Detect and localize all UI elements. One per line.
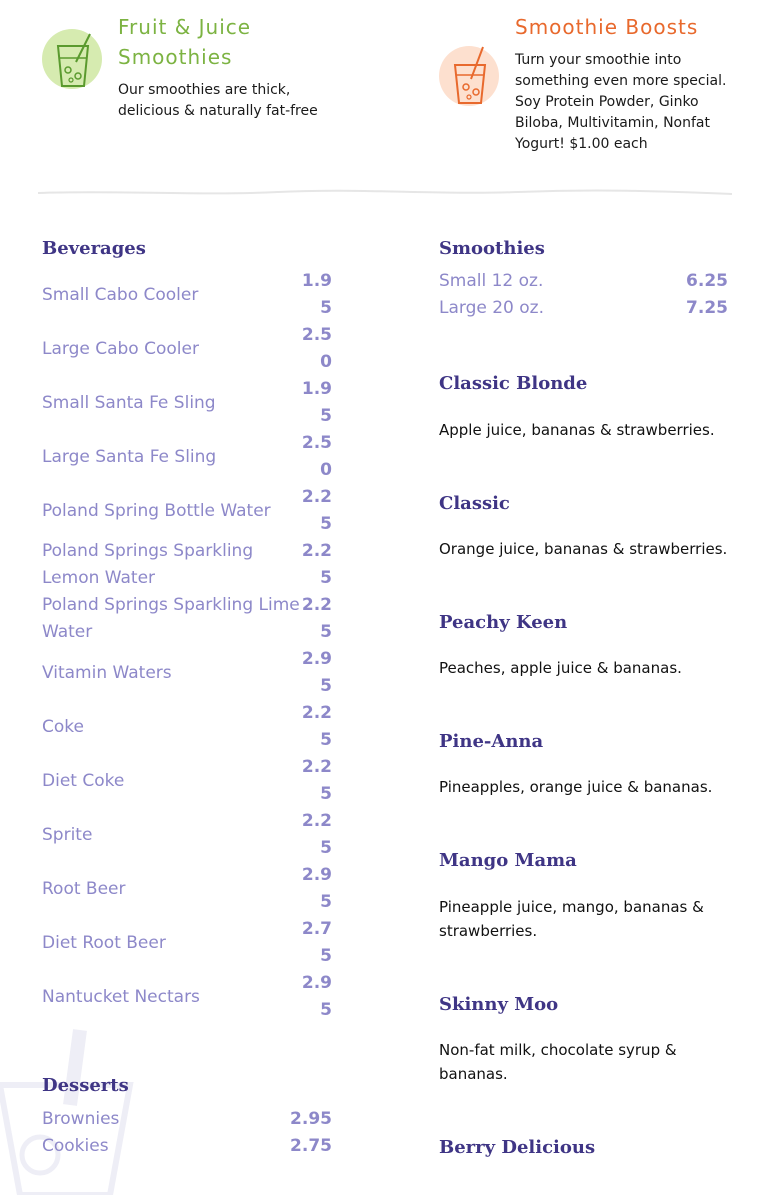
beverage-item-name: Sprite: [42, 825, 93, 845]
intro-right-text-line5: Yogurt! $1.00 each: [515, 136, 648, 152]
green-juice-glass-icon: [42, 28, 104, 90]
dessert-item-name: Cookies: [42, 1136, 109, 1156]
beverage-item-price: 2.50: [301, 433, 332, 480]
beverage-item-name: Large Cabo Cooler: [42, 339, 199, 359]
flavor-name: Classic: [439, 493, 510, 514]
flavor-name: Mango Mama: [439, 850, 577, 871]
beverage-item-name: Vitamin Waters: [42, 663, 172, 683]
dessert-item-price: 2.75: [290, 1136, 332, 1156]
intro-right-text-line1: Turn your smoothie into: [515, 52, 682, 68]
beverage-item-name: Diet Coke: [42, 771, 125, 791]
smoothie-size-price: 7.25: [686, 298, 728, 318]
beverage-item-price: 2.25: [301, 811, 332, 858]
beverage-item-name: Small Santa Fe Sling: [42, 393, 216, 413]
beverage-item-price: 2.25: [301, 703, 332, 750]
beverage-item-name: Poland Springs Sparkling Lime Water: [42, 595, 300, 642]
beverage-item-name: Small Cabo Cooler: [42, 285, 199, 305]
beverage-item-name: Root Beer: [42, 879, 126, 899]
wavy-divider: [38, 186, 732, 200]
beverage-item-price: 2.25: [301, 487, 332, 534]
intro-right-title: Smoothie Boosts: [515, 15, 699, 39]
intro-right-text-line2: something even more special.: [515, 73, 727, 89]
intro-left-title-line1: Fruit & Juice: [118, 15, 252, 39]
beverage-item-price: 2.25: [301, 757, 332, 804]
orange-juice-glass-icon: [439, 45, 501, 107]
beverage-item-price: 1.95: [301, 271, 332, 318]
flavor-name: Skinny Moo: [439, 994, 559, 1015]
beverage-item-price: 2.95: [301, 973, 332, 1020]
flavor-desc: Apple juice, bananas & strawberries.: [439, 421, 715, 439]
flavor-desc: Peaches, apple juice & bananas.: [439, 659, 682, 677]
intro-left-text: [118, 80, 348, 122]
beverage-item-name: Large Santa Fe Sling: [42, 447, 217, 467]
intro-left-title: [118, 12, 338, 72]
flavor-desc: Pineapples, orange juice & bananas.: [439, 778, 713, 796]
beverage-item-name: Nantucket Nectars: [42, 987, 200, 1007]
intro-right-text: [515, 50, 745, 155]
intro-left-text-line1: Our smoothies are thick,: [118, 82, 291, 98]
beverage-item-price: 2.25: [301, 541, 332, 588]
intro-left-text-line2: delicious & naturally fat-free: [118, 103, 318, 119]
intro-right-text-line4: Biloba, Multivitamin, Nonfat: [515, 115, 710, 131]
beverage-item-price: 2.95: [301, 649, 332, 696]
intro-right-text-line3: Soy Protein Powder, Ginko: [515, 94, 699, 110]
smoothie-size-price: 6.25: [686, 271, 728, 291]
flavor-name: Berry Delicious: [439, 1137, 596, 1158]
beverage-item-price: 2.50: [301, 325, 332, 372]
dessert-item-price: 2.95: [290, 1109, 332, 1129]
flavor-name: Peachy Keen: [439, 612, 568, 633]
flavor-name: Pine-Anna: [439, 731, 544, 752]
beverage-item-name: Poland Spring Bottle Water: [42, 501, 271, 521]
dessert-item-name: Brownies: [42, 1109, 120, 1129]
beverages-heading: Beverages: [42, 238, 146, 259]
beverage-item-price: 2.95: [301, 865, 332, 912]
flavor-desc: Orange juice, bananas & strawberries.: [439, 540, 728, 558]
flavor-desc: Pineapple juice, mango, bananas & strawberries.: [439, 898, 704, 940]
beverage-item-name: Poland Springs Sparkling Lemon Water: [42, 541, 254, 588]
flavor-desc: Non-fat milk, chocolate syrup & bananas.: [439, 1041, 677, 1083]
beverage-item-price: 2.75: [301, 919, 332, 966]
smoothie-size-name: Large 20 oz.: [439, 298, 544, 318]
beverage-item-name: Coke: [42, 717, 84, 737]
beverage-item-name: Diet Root Beer: [42, 933, 166, 953]
beverage-item-price: 2.25: [301, 595, 332, 642]
beverage-item-price: 1.95: [301, 379, 332, 426]
intro-left-title-line2: Smoothies: [118, 45, 233, 69]
desserts-heading: Desserts: [42, 1075, 129, 1096]
smoothies-heading: Smoothies: [439, 238, 545, 259]
smoothie-size-name: Small 12 oz.: [439, 271, 544, 291]
flavor-name: Classic Blonde: [439, 373, 588, 394]
